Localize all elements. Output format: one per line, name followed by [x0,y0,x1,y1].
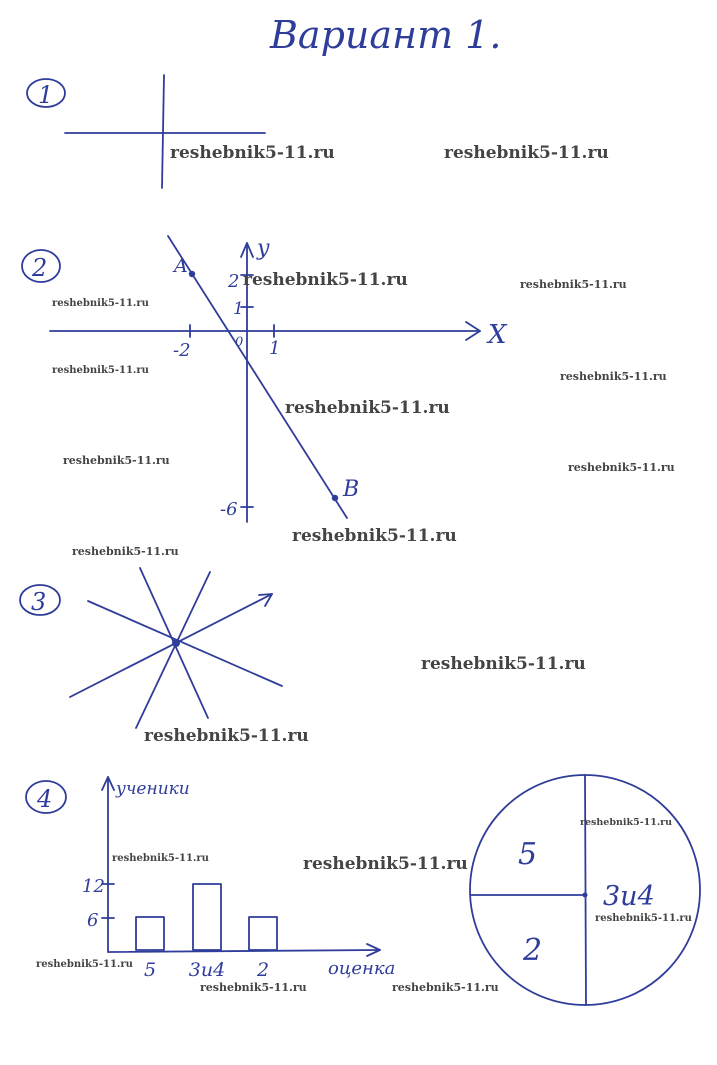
watermark: reshebnik5-11.ru [200,981,307,994]
watermark: reshebnik5-11.ru [144,726,309,746]
pie-sector-label: 3и4 [603,881,655,912]
point-a-label: A [174,255,188,277]
watermark: reshebnik5-11.ru [421,654,586,674]
watermark: reshebnik5-11.ru [392,981,499,994]
watermark: reshebnik5-11.ru [444,143,609,163]
watermark: reshebnik5-11.ru [285,398,450,418]
x-tick-label: -2 [173,340,191,361]
point-b [332,495,338,501]
watermark: reshebnik5-11.ru [243,270,408,290]
point-b-label: B [343,477,360,502]
bar-2 [193,884,221,950]
task-1 [27,75,265,188]
watermark: reshebnik5-11.ru [560,370,667,383]
watermark: reshebnik5-11.ru [170,143,335,163]
task-number: 3 [31,588,47,616]
watermark: reshebnik5-11.ru [303,854,468,874]
watermark: reshebnik5-11.ru [72,545,179,558]
bar-chart [82,777,395,981]
x-axis-label: X [488,320,507,350]
watermark: reshebnik5-11.ru [595,913,692,924]
task-number: 1 [38,81,54,109]
pie-chart [470,775,700,1005]
category-label: 5 [143,959,157,981]
watermark: reshebnik5-11.ru [520,278,627,291]
y-tick-label: -6 [220,499,238,520]
y-axis-label: y [257,236,270,261]
point-a [189,271,195,277]
bar-3 [249,917,277,950]
watermark: reshebnik5-11.ru [63,454,170,467]
x-tick-label: 1 [269,338,281,359]
watermark: reshebnik5-11.ru [52,365,149,376]
chart-x-label: оценка [328,958,396,979]
watermark: reshebnik5-11.ru [52,298,149,309]
watermark: reshebnik5-11.ru [568,461,675,474]
intersection-point [172,639,180,647]
watermark: reshebnik5-11.ru [292,526,457,546]
pie-center-point [583,893,588,898]
watermarks [36,143,692,994]
y-tick-label: 1 [233,299,244,319]
category-label: 3и4 [188,959,226,981]
page-title: Вариант 1. [270,13,502,57]
task-number: 2 [32,254,48,282]
ray-line [70,594,272,697]
category-label: 2 [256,959,270,981]
watermark: reshebnik5-11.ru [112,853,209,864]
y-tick-label: 2 [228,271,240,292]
pie-divider-vertical [585,775,586,1005]
chart-y-tick-label: 6 [87,910,99,931]
chart-y-label: ученики [116,779,190,799]
watermark: reshebnik5-11.ru [36,959,133,970]
watermark: reshebnik5-11.ru [580,817,673,828]
vertical-line [162,75,164,188]
task-4 [26,775,700,1005]
origin-label: 0 [235,335,244,350]
task-number: 4 [37,785,53,813]
chart-y-tick-label: 12 [82,876,105,897]
bar-1 [136,917,164,950]
bars [136,884,277,981]
pie-sector-label: 2 [523,933,543,968]
pie-sector-label: 5 [518,837,538,872]
task-3 [20,568,282,728]
